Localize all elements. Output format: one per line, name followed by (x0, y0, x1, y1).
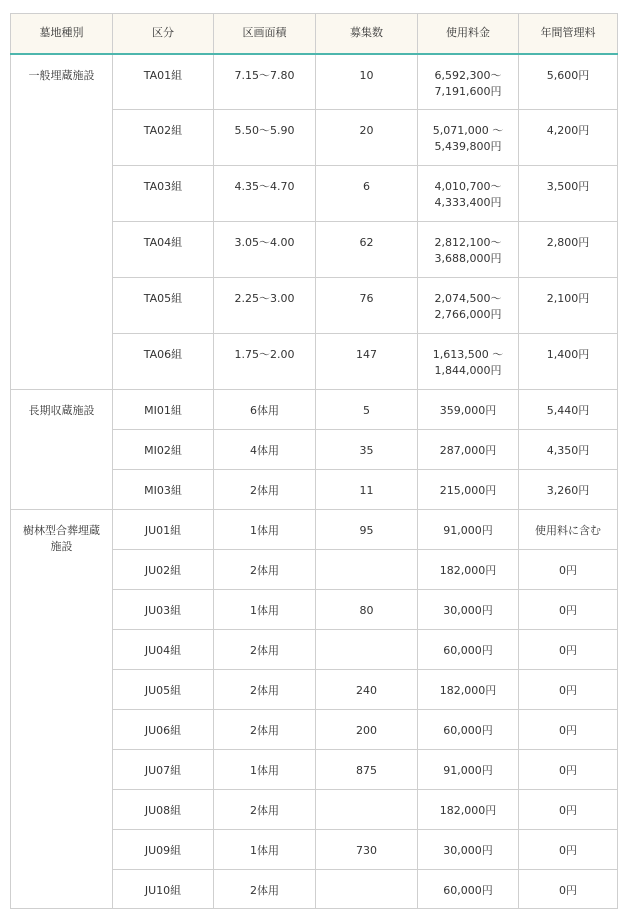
header-usage-fee: 使用料金 (418, 14, 519, 54)
recruitment-count-cell: 730 (316, 830, 418, 870)
division-cell: JU09組 (113, 830, 214, 870)
plot-area-cell: 2体用 (214, 870, 316, 909)
recruitment-count-cell: 240 (316, 670, 418, 710)
usage-fee-cell: 60,000円 (418, 710, 519, 750)
plot-area-cell: 1体用 (214, 830, 316, 870)
recruitment-count-cell (316, 550, 418, 590)
recruitment-count-cell: 80 (316, 590, 418, 630)
division-cell: TA05組 (113, 278, 214, 334)
cemetery-table-container (10, 13, 617, 909)
table-row (11, 510, 618, 550)
annual-management-fee-cell: 0円 (519, 870, 618, 909)
usage-fee-cell: 182,000円 (418, 790, 519, 830)
header-cemetery-type: 墓地種別 (11, 14, 113, 54)
division-cell: TA06組 (113, 334, 214, 390)
division-cell: JU06組 (113, 710, 214, 750)
plot-area-cell: 1体用 (214, 750, 316, 790)
annual-management-fee-cell: 4,200円 (519, 110, 618, 166)
annual-management-fee-cell: 0円 (519, 590, 618, 630)
annual-management-fee-cell: 5,440円 (519, 390, 618, 430)
usage-fee-cell: 91,000円 (418, 750, 519, 790)
cemetery-plan-table (10, 13, 618, 909)
annual-management-fee-cell: 0円 (519, 710, 618, 750)
annual-management-fee-cell: 使用料に含む (519, 510, 618, 550)
usage-fee-cell: 359,000円 (418, 390, 519, 430)
usage-fee-cell: 182,000円 (418, 550, 519, 590)
usage-fee-cell: 30,000円 (418, 830, 519, 870)
division-cell: MI02組 (113, 430, 214, 470)
recruitment-count-cell: 6 (316, 166, 418, 222)
cemetery-type-cell: 樹林型合葬埋蔵 施設 (11, 510, 113, 909)
usage-fee-cell: 91,000円 (418, 510, 519, 550)
usage-fee-cell: 60,000円 (418, 630, 519, 670)
usage-fee-cell: 2,812,100〜 3,688,000円 (418, 222, 519, 278)
division-cell: JU04組 (113, 630, 214, 670)
recruitment-count-cell: 875 (316, 750, 418, 790)
annual-management-fee-cell: 2,100円 (519, 278, 618, 334)
usage-fee-cell: 2,074,500〜 2,766,000円 (418, 278, 519, 334)
recruitment-count-cell: 147 (316, 334, 418, 390)
recruitment-count-cell: 76 (316, 278, 418, 334)
usage-fee-cell: 6,592,300〜 7,191,600円 (418, 54, 519, 110)
plot-area-cell: 6体用 (214, 390, 316, 430)
table-header-row (11, 14, 618, 54)
usage-fee-cell: 287,000円 (418, 430, 519, 470)
division-cell: JU10組 (113, 870, 214, 909)
plot-area-cell: 3.05〜4.00 (214, 222, 316, 278)
division-cell: JU07組 (113, 750, 214, 790)
recruitment-count-cell: 10 (316, 54, 418, 110)
usage-fee-cell: 4,010,700〜 4,333,400円 (418, 166, 519, 222)
usage-fee-cell: 182,000円 (418, 670, 519, 710)
division-cell: JU01組 (113, 510, 214, 550)
recruitment-count-cell: 62 (316, 222, 418, 278)
cemetery-type-cell: 長期収蔵施設 (11, 390, 113, 510)
plot-area-cell: 1体用 (214, 590, 316, 630)
plot-area-cell: 1体用 (214, 510, 316, 550)
plot-area-cell: 2.25〜3.00 (214, 278, 316, 334)
annual-management-fee-cell: 3,260円 (519, 470, 618, 510)
plot-area-cell: 2体用 (214, 470, 316, 510)
table-body (11, 54, 618, 909)
recruitment-count-cell (316, 790, 418, 830)
plot-area-cell: 7.15〜7.80 (214, 54, 316, 110)
plot-area-cell: 1.75〜2.00 (214, 334, 316, 390)
annual-management-fee-cell: 1,400円 (519, 334, 618, 390)
plot-area-cell: 2体用 (214, 670, 316, 710)
usage-fee-cell: 60,000円 (418, 870, 519, 909)
annual-management-fee-cell: 0円 (519, 670, 618, 710)
annual-management-fee-cell: 4,350円 (519, 430, 618, 470)
recruitment-count-cell: 5 (316, 390, 418, 430)
plot-area-cell: 2体用 (214, 550, 316, 590)
division-cell: JU05組 (113, 670, 214, 710)
annual-management-fee-cell: 0円 (519, 830, 618, 870)
table-row (11, 390, 618, 430)
table-row (11, 54, 618, 110)
recruitment-count-cell: 20 (316, 110, 418, 166)
usage-fee-cell: 30,000円 (418, 590, 519, 630)
annual-management-fee-cell: 2,800円 (519, 222, 618, 278)
recruitment-count-cell: 200 (316, 710, 418, 750)
annual-management-fee-cell: 5,600円 (519, 54, 618, 110)
division-cell: TA03組 (113, 166, 214, 222)
recruitment-count-cell: 95 (316, 510, 418, 550)
usage-fee-cell: 5,071,000 〜 5,439,800円 (418, 110, 519, 166)
usage-fee-cell: 1,613,500 〜 1,844,000円 (418, 334, 519, 390)
recruitment-count-cell (316, 870, 418, 909)
recruitment-count-cell (316, 630, 418, 670)
division-cell: JU08組 (113, 790, 214, 830)
cemetery-type-cell: 一般埋蔵施設 (11, 54, 113, 390)
plot-area-cell: 5.50〜5.90 (214, 110, 316, 166)
plot-area-cell: 4体用 (214, 430, 316, 470)
division-cell: TA04組 (113, 222, 214, 278)
division-cell: TA02組 (113, 110, 214, 166)
division-cell: MI03組 (113, 470, 214, 510)
division-cell: MI01組 (113, 390, 214, 430)
plot-area-cell: 2体用 (214, 630, 316, 670)
usage-fee-cell: 215,000円 (418, 470, 519, 510)
header-annual-management-fee: 年間管理料 (519, 14, 618, 54)
annual-management-fee-cell: 3,500円 (519, 166, 618, 222)
division-cell: TA01組 (113, 54, 214, 110)
plot-area-cell: 2体用 (214, 790, 316, 830)
plot-area-cell: 2体用 (214, 710, 316, 750)
header-plot-area: 区画面積 (214, 14, 316, 54)
annual-management-fee-cell: 0円 (519, 630, 618, 670)
plot-area-cell: 4.35〜4.70 (214, 166, 316, 222)
annual-management-fee-cell: 0円 (519, 790, 618, 830)
division-cell: JU02組 (113, 550, 214, 590)
annual-management-fee-cell: 0円 (519, 750, 618, 790)
header-division: 区分 (113, 14, 214, 54)
recruitment-count-cell: 35 (316, 430, 418, 470)
division-cell: JU03組 (113, 590, 214, 630)
recruitment-count-cell: 11 (316, 470, 418, 510)
header-recruitment-count: 募集数 (316, 14, 418, 54)
annual-management-fee-cell: 0円 (519, 550, 618, 590)
